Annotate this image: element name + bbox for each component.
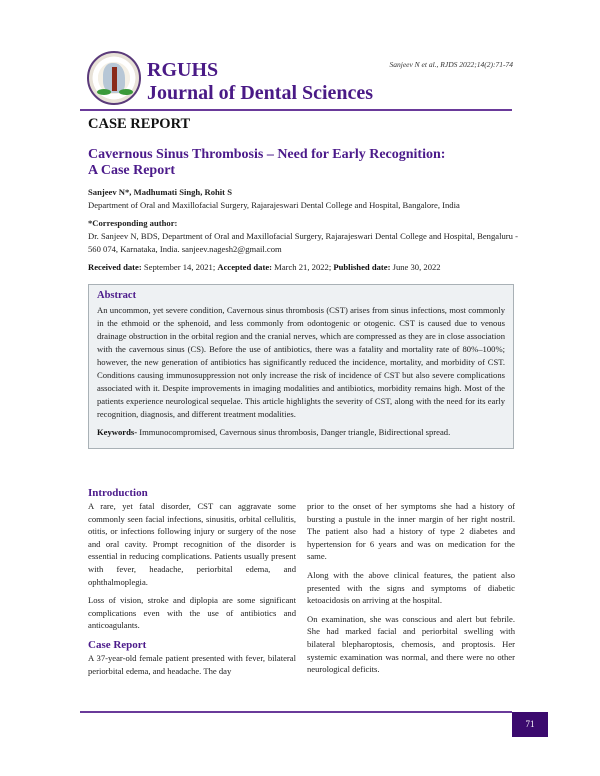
university-logo	[87, 51, 141, 105]
right-column	[307, 500, 515, 682]
introduction-heading: Introduction	[88, 487, 148, 499]
dates	[88, 261, 518, 274]
accepted-label: Accepted date:	[217, 262, 273, 272]
received-date: September 14, 2021;	[141, 262, 218, 272]
footer-divider	[80, 711, 512, 713]
abstract-heading: Abstract	[97, 290, 137, 301]
header-divider	[80, 109, 512, 111]
authors: Sanjeev N*, Madhumati Singh, Rohit S	[88, 187, 232, 197]
case-paragraph: Along with the above clinical features, the patient also presented with the signs and symptoms of diabetic ketoacidosis on arriving at the hospital.	[307, 569, 515, 606]
corresponding-text: Dr. Sanjeev N, BDS, Department of Oral and Maxillofacial Surgery, Rajarajeswari Dental College and Hospital, Bengaluru - 560 074, Karnataka, India. sanjeev.nagesh2@gmail.com	[88, 231, 518, 254]
case-report-heading: Case Report	[88, 638, 147, 651]
page-number: 71	[512, 712, 548, 737]
title-line-2: A Case Report	[88, 163, 176, 178]
journal-brand: RGUHS	[147, 59, 219, 81]
case-paragraph: On examination, she was conscious and alert but febrile. She had marked facial and periorbital swelling with bilateral blepharoptosis, chemosis, and proptosis. Her systemic examination was normal, and there were no other neurological deficits.	[307, 613, 515, 675]
published-date: June 30, 2022	[390, 262, 441, 272]
left-column	[88, 486, 296, 683]
keywords-label: Keywords-	[97, 427, 138, 437]
case-paragraph: prior to the onset of her symptoms she had a history of bursting a pustule in the inner margin of her right nostril. The patient also had a history of type 2 diabetes and hypertension for 6 years and was on medication for the same.	[307, 501, 515, 562]
affiliation: Department of Oral and Maxillofacial Surgery, Rajarajeswari Dental College and Hospital, Bangalore, India	[88, 200, 460, 210]
abstract-box	[88, 284, 514, 449]
journal-name: Journal of Dental Sciences	[147, 82, 374, 104]
citation: Sanjeev N et al., RJDS 2022;14(2):71-74	[389, 60, 513, 69]
corresponding-label: *Corresponding author:	[88, 218, 178, 228]
received-label: Received date:	[88, 262, 142, 272]
article-title	[88, 147, 488, 179]
abstract-text: An uncommon, yet severe condition, Cavernous sinus thrombosis (CST) arises from sinus infections, most commonly in the ethmoid or the sphenoid, and less commonly from odontogenic or otogenic. CST is caused due to venous drainage obstruction in the orbital region and the cranial nerves, which are compressed as they are in close association with the cavernous sinus (CS). Before the use of antibiotics, there was a fatality and mortality rate of 80%–100%; however, the new generation of antibiotics has significantly reduced the incidence, mortality, and morbidity of CST. Conditions causing immunosuppression not only increase the risk of incidence of CST but also severe complications associated with it. Despite improvements in imaging modalities and antibiotics, morbidity remains high. Most of the patients experience neurological sequelae. This article highlights the severity of CST, along with the need for its early recognition, diagnosis, and different treatment modalities.	[97, 305, 505, 419]
accepted-date: March 21, 2022;	[272, 262, 334, 272]
intro-paragraph: Loss of vision, stroke and diplopia are some significant complications even with the use of antibiotics and anticoagulants.	[88, 595, 296, 631]
published-label: Published date:	[333, 262, 391, 272]
keywords-text: Immunocompromised, Cavernous sinus thrombosis, Danger triangle, Bidirectional spread.	[137, 427, 451, 437]
keywords	[97, 426, 505, 439]
intro-paragraph: A rare, yet fatal disorder, CST can aggravate some commonly seen facial infections, sinusitis, orbital cellulitis, otitis, or infections following injury or surgery of the nose and oral cavity. Prompt recognition of the disorder is essential in reducing complications. Patients usually present with fever, headache, periorbital edema, and ophthalmoplegia.	[88, 501, 296, 587]
section-label: CASE REPORT	[88, 116, 191, 132]
title-line-1: Cavernous Sinus Thrombosis – Need for Early Recognition:	[88, 147, 446, 162]
case-paragraph: A 37-year-old female patient presented with fever, bilateral periorbital edema, and headache. The day	[88, 652, 296, 676]
